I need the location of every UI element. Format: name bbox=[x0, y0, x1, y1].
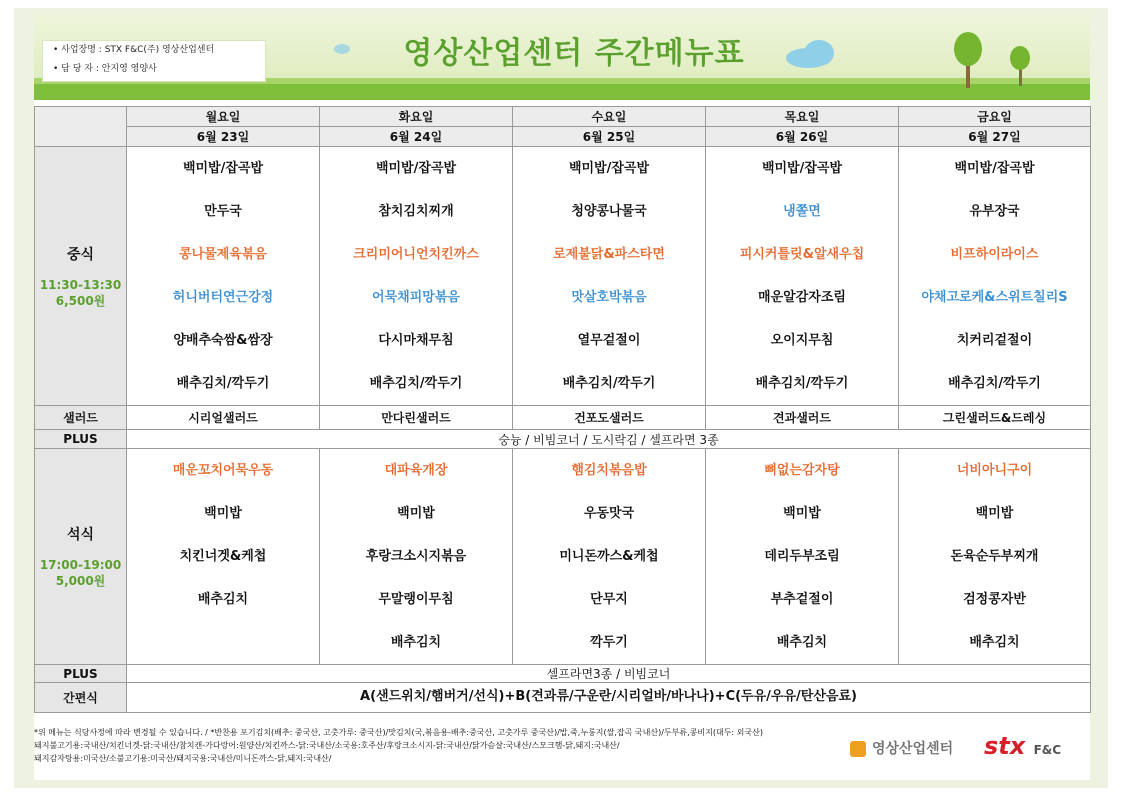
banner-grass bbox=[34, 84, 1090, 100]
lunch-dish: 참치김치찌개 bbox=[378, 204, 454, 219]
dinner-label-cell bbox=[35, 449, 127, 665]
dinner-dish: 돈육순두부찌개 bbox=[950, 549, 1039, 564]
snack-label: 간편식 bbox=[35, 683, 127, 713]
cloud-icon bbox=[334, 44, 350, 54]
salad-label: 샐러드 bbox=[35, 406, 127, 430]
dinner-label: 석식 bbox=[66, 527, 95, 543]
day-name: 수요일 bbox=[513, 107, 706, 127]
tree-icon bbox=[954, 32, 982, 66]
day-name: 목요일 bbox=[706, 107, 899, 127]
page-title: 영상산업센터 주간메뉴표 bbox=[403, 36, 745, 71]
snack-row bbox=[35, 683, 1091, 713]
dinner-dish: 치킨너겟&케첩 bbox=[179, 549, 267, 564]
salad-row bbox=[35, 406, 1091, 430]
lunch-dish: 크리미어니언치킨까스 bbox=[353, 247, 479, 262]
plus-label: PLUS bbox=[35, 665, 127, 683]
lunch-day-cell bbox=[127, 147, 320, 406]
dinner-day-cell bbox=[899, 449, 1091, 665]
dinner-day-cell bbox=[706, 449, 899, 665]
lunch-dish: 만두국 bbox=[204, 204, 242, 219]
dinner-dish: 검정콩자반 bbox=[963, 592, 1026, 607]
lunch-dish: 콩나물제육볶음 bbox=[179, 247, 267, 262]
manager-line: • 담 당 자 : 안지영 영양사 bbox=[53, 64, 157, 74]
corner-cell bbox=[35, 107, 127, 147]
lunch-dish: 백미밥/잡곡밥 bbox=[568, 161, 650, 176]
dinner-dish: 배추김치 bbox=[390, 635, 442, 650]
day-row bbox=[35, 107, 1091, 127]
lunch-dish: 백미밥/잡곡밥 bbox=[182, 161, 264, 176]
dinner-dish: 대파육개장 bbox=[384, 463, 448, 478]
lunch-label: 중식 bbox=[66, 246, 95, 263]
lunch-dish: 냉쫄면 bbox=[783, 204, 821, 219]
salad-item: 시리얼샐러드 bbox=[127, 406, 320, 430]
dinner-dish: 백미밥 bbox=[783, 506, 821, 521]
lunch-dish: 열무겉절이 bbox=[577, 333, 641, 348]
lunch-day-cell bbox=[513, 147, 706, 406]
plus-row bbox=[35, 430, 1091, 449]
lunch-dish: 오이지무침 bbox=[770, 333, 834, 348]
info-box bbox=[42, 40, 266, 82]
dinner-dish: 배추김치 bbox=[776, 635, 828, 650]
dinner-dish: 백미밥 bbox=[204, 506, 242, 521]
dinner-dish bbox=[127, 621, 319, 664]
tree-icon bbox=[1010, 46, 1030, 70]
menu-page bbox=[14, 8, 1108, 788]
dinner-dish: 후랑크소시지볶음 bbox=[365, 549, 467, 564]
lunch-dish: 배추김치/깍두기 bbox=[755, 376, 849, 391]
salad-item: 건포도샐러드 bbox=[513, 406, 706, 430]
dinner-dish: 너비아니구이 bbox=[956, 463, 1033, 478]
lunch-dish: 배추김치/깍두기 bbox=[369, 376, 463, 391]
dinner-dish: 뼈없는감자탕 bbox=[764, 463, 840, 478]
lunch-dish: 백미밥/잡곡밥 bbox=[375, 161, 457, 176]
dinner-dish: 백미밥 bbox=[975, 506, 1014, 521]
day-name: 화요일 bbox=[320, 107, 513, 127]
dinner-dish: 매운꼬치어묵우동 bbox=[172, 463, 274, 478]
origin-notes bbox=[34, 726, 834, 765]
lunch-dish: 로제불닭&파스타면 bbox=[553, 247, 665, 262]
dinner-row bbox=[35, 449, 1091, 665]
lunch-day-cell bbox=[706, 147, 899, 406]
dinner-dish: 배추김치 bbox=[969, 635, 1020, 650]
dinner-dish: 무말랭이무침 bbox=[378, 592, 454, 607]
lunch-dish: 피시커틀릿&알새우칩 bbox=[739, 247, 865, 262]
lunch-day-cell bbox=[320, 147, 513, 406]
origin-note-line: 돼지불고기용:국내산/치킨너겟-닭:국내산/참치캔-가다랑어:원양산/치킨까스-닭:국내산/소국용:호주산/후랑크소시지-닭:국내산/닭가슴살:국내산/스모크햄-닭,돼지:국내산/ bbox=[34, 741, 620, 750]
lunch-dish: 백미밥/잡곡밥 bbox=[954, 161, 1035, 176]
stx-logo-text: stx bbox=[984, 732, 1026, 760]
lunch-dish: 양배추숙쌈&쌈장 bbox=[173, 333, 273, 348]
workplace-line: • 사업장명 : STX F&C(주) 영상산업센터 bbox=[53, 45, 215, 55]
lunch-dish: 청양콩나물국 bbox=[571, 204, 647, 219]
plus-row bbox=[35, 665, 1091, 683]
dinner-dish: 데리두부조림 bbox=[764, 549, 840, 564]
dinner-dish: 단무지 bbox=[590, 592, 628, 607]
lunch-dish: 맛살호박볶음 bbox=[571, 290, 647, 305]
dinner-time: 17:00-19:00 bbox=[39, 558, 122, 572]
lunch-price: 6,500원 bbox=[55, 293, 106, 308]
lunch-row bbox=[35, 147, 1091, 406]
day-date: 6월 26일 bbox=[706, 127, 899, 147]
center-logo bbox=[850, 738, 953, 758]
plus-text: 셀프라면3종 / 비빔코너 bbox=[127, 665, 1091, 683]
plus-label: PLUS bbox=[35, 430, 127, 449]
center-logo-icon bbox=[850, 741, 866, 757]
lunch-dish: 야채고로케&스위트칠리S bbox=[921, 290, 1068, 305]
lunch-dish: 다시마채무침 bbox=[378, 333, 454, 348]
salad-item: 견과샐러드 bbox=[706, 406, 899, 430]
lunch-dish: 매운알감자조림 bbox=[758, 290, 846, 305]
day-date: 6월 24일 bbox=[320, 127, 513, 147]
dinner-day-cell bbox=[513, 449, 706, 665]
salad-item: 만다린샐러드 bbox=[320, 406, 513, 430]
menu-table bbox=[34, 106, 1091, 713]
day-date: 6월 27일 bbox=[899, 127, 1091, 147]
lunch-dish: 배추김치/깍두기 bbox=[562, 376, 656, 391]
dinner-day-cell bbox=[127, 449, 320, 665]
lunch-dish: 어묵채피망볶음 bbox=[372, 290, 460, 305]
dinner-dish: 미니돈까스&케첩 bbox=[559, 549, 659, 564]
day-date: 6월 23일 bbox=[127, 127, 320, 147]
dinner-dish: 백미밥 bbox=[397, 506, 435, 521]
center-logo-text: 영상산업센터 bbox=[872, 741, 954, 757]
lunch-dish: 유부장국 bbox=[969, 204, 1020, 219]
dinner-dish: 우동맛국 bbox=[583, 506, 635, 521]
dinner-dish: 부추겉절이 bbox=[770, 592, 834, 607]
menu-sheet bbox=[34, 14, 1090, 780]
dinner-day-cell bbox=[320, 449, 513, 665]
origin-note-line: *위 메뉴는 식당사정에 따라 변경될 수 있습니다. / *반찬용 포기김치(배추: 중국산, 고춧가루: 중국산)/맛김치(국,볶음용-배추:중국산, 고춧가루 중국산)/밥,죽,누룽지(쌀,잡곡 국내산)/두부류,콩비지(대두: 외국산) bbox=[34, 728, 763, 737]
salad-item: 그린샐러드&드레싱 bbox=[899, 406, 1091, 430]
origin-note-line: 돼지감자탕용:미국산/소불고기용:미국산/돼지국용:국내산/미니돈까스-닭,돼지:국내산/ bbox=[34, 754, 332, 763]
lunch-time: 11:30-13:30 bbox=[39, 277, 122, 292]
stx-logo bbox=[984, 732, 1061, 760]
dinner-price: 5,000원 bbox=[55, 574, 106, 588]
fnc-logo-text: F&C bbox=[1033, 743, 1062, 757]
header-banner bbox=[34, 14, 1090, 100]
lunch-dish: 허니버터연근강정 bbox=[172, 290, 274, 305]
dinner-dish: 햄김치볶음밥 bbox=[571, 463, 647, 478]
day-name: 금요일 bbox=[899, 107, 1091, 127]
dinner-dish: 깍두기 bbox=[590, 635, 628, 650]
dinner-dish: 배추김치 bbox=[197, 592, 249, 607]
day-name: 월요일 bbox=[127, 107, 320, 127]
snack-text: A(샌드위치/햄버거/선식)+B(견과류/구운란/시리얼바/바나나)+C(두유/우유/탄산음료) bbox=[127, 683, 1091, 713]
lunch-dish: 백미밥/잡곡밥 bbox=[761, 161, 843, 176]
plus-text: 숭늉 / 비빔코너 / 도시락김 / 셀프라면 3종 bbox=[127, 430, 1091, 449]
date-row bbox=[35, 127, 1091, 147]
day-date: 6월 25일 bbox=[513, 127, 706, 147]
lunch-dish: 치커리겉절이 bbox=[956, 333, 1033, 348]
lunch-day-cell bbox=[899, 147, 1091, 406]
lunch-label-cell bbox=[35, 147, 127, 406]
lunch-dish: 배추김치/깍두기 bbox=[176, 376, 270, 391]
lunch-dish: 비프하이라이스 bbox=[950, 247, 1039, 262]
cloud-icon bbox=[804, 40, 834, 66]
lunch-dish: 배추김치/깍두기 bbox=[948, 376, 1041, 391]
